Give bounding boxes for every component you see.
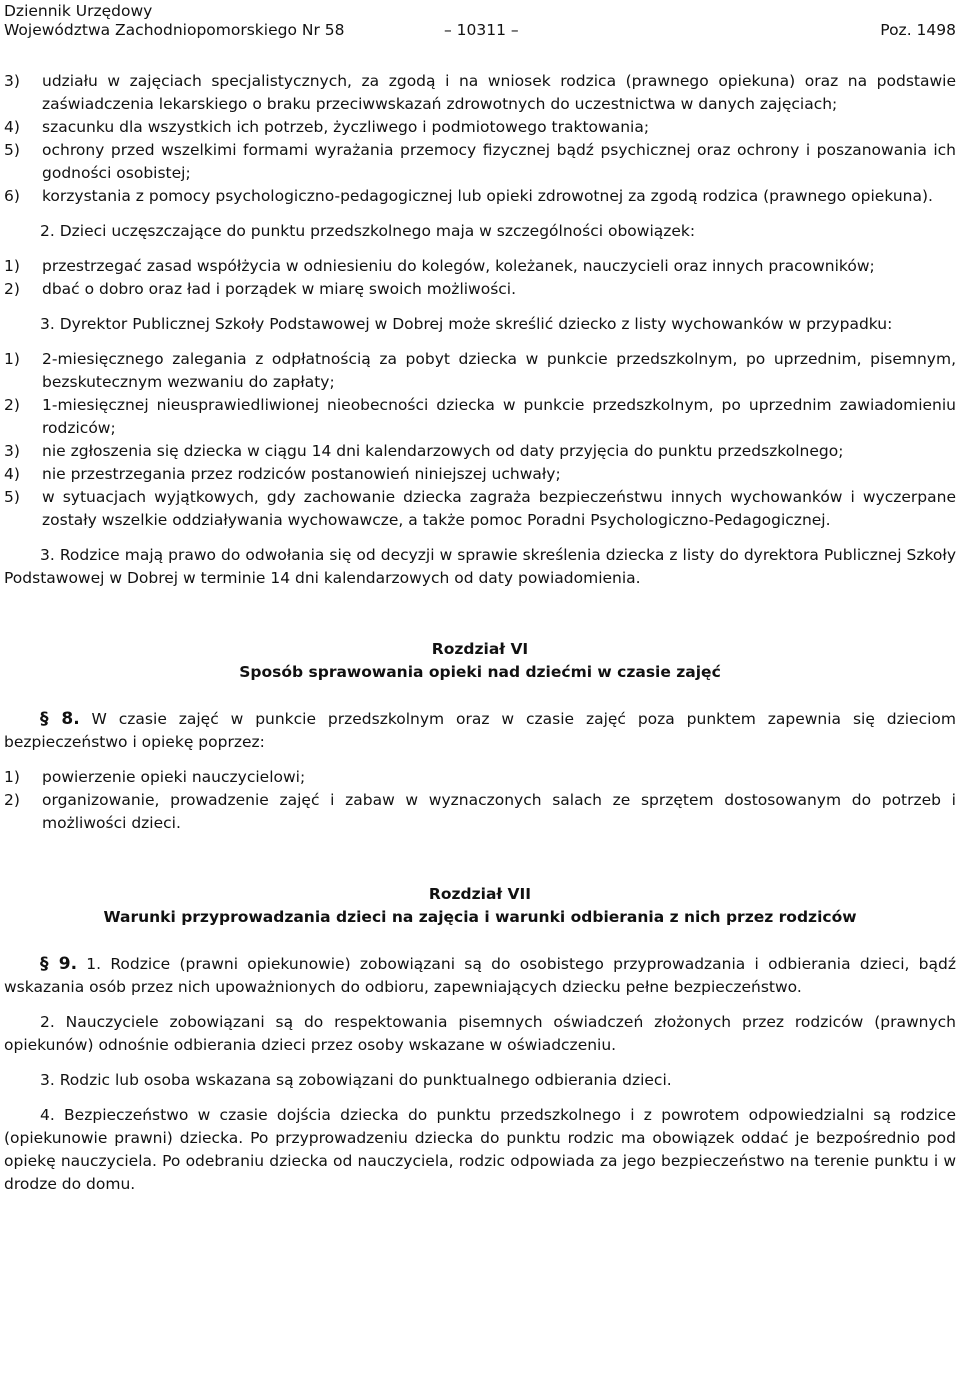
list-item-text: 1-miesięcznej nieusprawiedliwionej nieobecności dziecka w punkcie przedszkolnym, po uprzednim zawiadomieniu rodziców; [42,396,956,437]
list-item-text: nie zgłoszenia się dziecka w ciągu 14 dni kalendarzowych od daty przyjęcia do punktu przedszkolnego; [42,442,844,460]
section-8-mark: § 8. [40,709,80,729]
list-item-text: w sytuacjach wyjątkowych, gdy zachowanie dziecka zagraża bezpieczeństwu innych wychowanków i wyczerpane zostały wszelkie oddziaływania wychowawcze, a także pomoc Poradni Psychologiczno-Pedagogicznej. [42,488,956,529]
list-item-number: 3) [4,72,20,90]
list-item-text: ochrony przed wszelkimi formami wyrażania przemocy fizycznej bądź psychicznej oraz ochrony i poszanowania ich godności osobistej; [42,141,956,182]
list-item-number: 1) [4,350,20,368]
list-item [4,70,956,116]
list-item-text: dbać o dobro oraz ład i porządek w miarę swoich możliwości. [42,280,517,298]
list-item [4,185,956,208]
paragraph-3b: 3. Rodzice mają prawo do odwołania się od decyzji w sprawie skreślenia dziecka z listy do dyrektora Publicznej Szkoły Podstawowej w Dobrej w terminie 14 dni kalendarzowych od daty powiadomienia. [4,546,956,587]
section-8 [4,708,956,754]
list-item-number: 1) [4,257,20,275]
document-body [4,70,956,1196]
section-9-mark: § 9. [40,954,78,974]
chapter-7-title: Warunki przyprowadzania dzieci na zajęcia i warunki odbierania z nich przez rodziców [103,908,857,926]
list-item [4,116,956,139]
list-item-number: 2) [4,396,20,414]
list-item-text: nie przestrzegania przez rodziców postanowień niniejszej uchwały; [42,465,561,483]
list-item [4,139,956,185]
section-8-text: W czasie zajęć w punkcie przedszkolnym oraz w czasie zajęć poza punktem zapewnia się dzieciom bezpieczeństwo i opiekę poprzez: [4,710,956,751]
list-item [4,278,956,301]
page-header [4,0,956,42]
list-item-number: 2) [4,791,20,809]
list-item-number: 5) [4,488,20,506]
list-item-number: 3) [4,442,20,460]
list-item-text: powierzenie opieki nauczycielowi; [42,768,306,786]
removal-reasons-list [4,348,956,532]
list-item [4,394,956,440]
section-9-text: 1. Rodzice (prawni opiekunowie) zobowiązani są do osobistego przyprowadzania i odbierania dzieci, bądź wskazania osób przez nich upoważnionych do odbioru, zapewniających dziecku pełne bezpieczeństwo. [4,955,956,996]
section-9 [4,953,956,999]
list-item [4,348,956,394]
list-item-number: 6) [4,187,20,205]
section-9-paragraph-3: 3. Rodzic lub osoba wskazana są zobowiązani do punktualnego odbierania dzieci. [40,1071,672,1089]
list-item [4,789,956,835]
list-item-text: szacunku dla wszystkich ich potrzeb, życzliwego i podmiotowego traktowania; [42,118,650,136]
list-item-number: 2) [4,280,20,298]
list-item [4,463,956,486]
position-number: Poz. 1498 [880,21,956,39]
paragraph-3: 3. Dyrektor Publicznej Szkoły Podstawowej w Dobrej może skreślić dziecko z listy wychowanków w przypadku: [40,315,893,333]
chapter-6-label: Rozdział VI [431,640,529,658]
list-item [4,440,956,463]
list-item-text: organizowanie, prowadzenie zajęć i zabaw w wyznaczonych salach ze sprzętem dostosowanym do potrzeb i możliwości dzieci. [42,791,956,832]
section-9-paragraph-2: 2. Nauczyciele zobowiązani są do respektowania pisemnych oświadczeń złożonych przez rodziców (prawnych opiekunów) odnośnie odbierania dzieci przez osoby wskazane w oświadczeniu. [4,1013,956,1054]
chapter-7-label: Rozdział VII [428,885,532,903]
list-item-text: udziału w zajęciach specjalistycznych, za zgodą i na wniosek rodzica (prawnego opiekuna) oraz na podstawie zaświadczenia lekarskiego o braku przeciwwskazań zdrowotnych do uczestnictwa w danych zajęciach; [42,72,956,113]
list-item-number: 1) [4,768,20,786]
section-9-paragraph-4: 4. Bezpieczeństwo w czasie dojścia dziecka do punktu przedszkolnego i z powrotem odpowiedzialni są rodzice (opiekunowie prawni) dziecka. Po przyprowadzeniu dziecka do punktu rodzic ma obowiązek oddać je bezpośrednio pod opiekę nauczyciela. Po odebraniu dziecka od nauczyciela, rodzic odpowiada za jego bezpieczeństwo na terenie punktu i w drodze do domu. [4,1106,956,1193]
list-item-text: korzystania z pomocy psychologiczno-pedagogicznej lub opieki zdrowotnej za zgodą rodzica (prawnego opiekuna). [42,187,933,205]
list-item [4,255,956,278]
journal-title: Dziennik Urzędowy [4,2,153,20]
list-item-text: przestrzegać zasad współżycia w odniesieniu do kolegów, koleżanek, nauczycieli oraz innych pracowników; [42,257,875,275]
page-number: – 10311 – [444,21,519,39]
list-item [4,486,956,532]
list-item-number: 4) [4,118,20,136]
list-item [4,766,956,789]
chapter-6-title: Sposób sprawowania opieki nad dziećmi w czasie zajęć [239,663,721,681]
paragraph-2: 2. Dzieci uczęszczające do punktu przedszkolnego maja w szczególności obowiązek: [40,222,696,240]
care-list [4,766,956,835]
list-item-number: 5) [4,141,20,159]
list-item-text: 2-miesięcznego zalegania z odpłatnością za pobyt dziecka w punkcie przedszkolnym, po uprzednim, pisemnym, bezskutecznym wezwaniu do zapłaty; [42,350,956,391]
journal-subtitle: Województwa Zachodniopomorskiego Nr 58 [4,21,345,39]
list-item-number: 4) [4,465,20,483]
obligations-list [4,255,956,301]
rights-list [4,70,956,208]
